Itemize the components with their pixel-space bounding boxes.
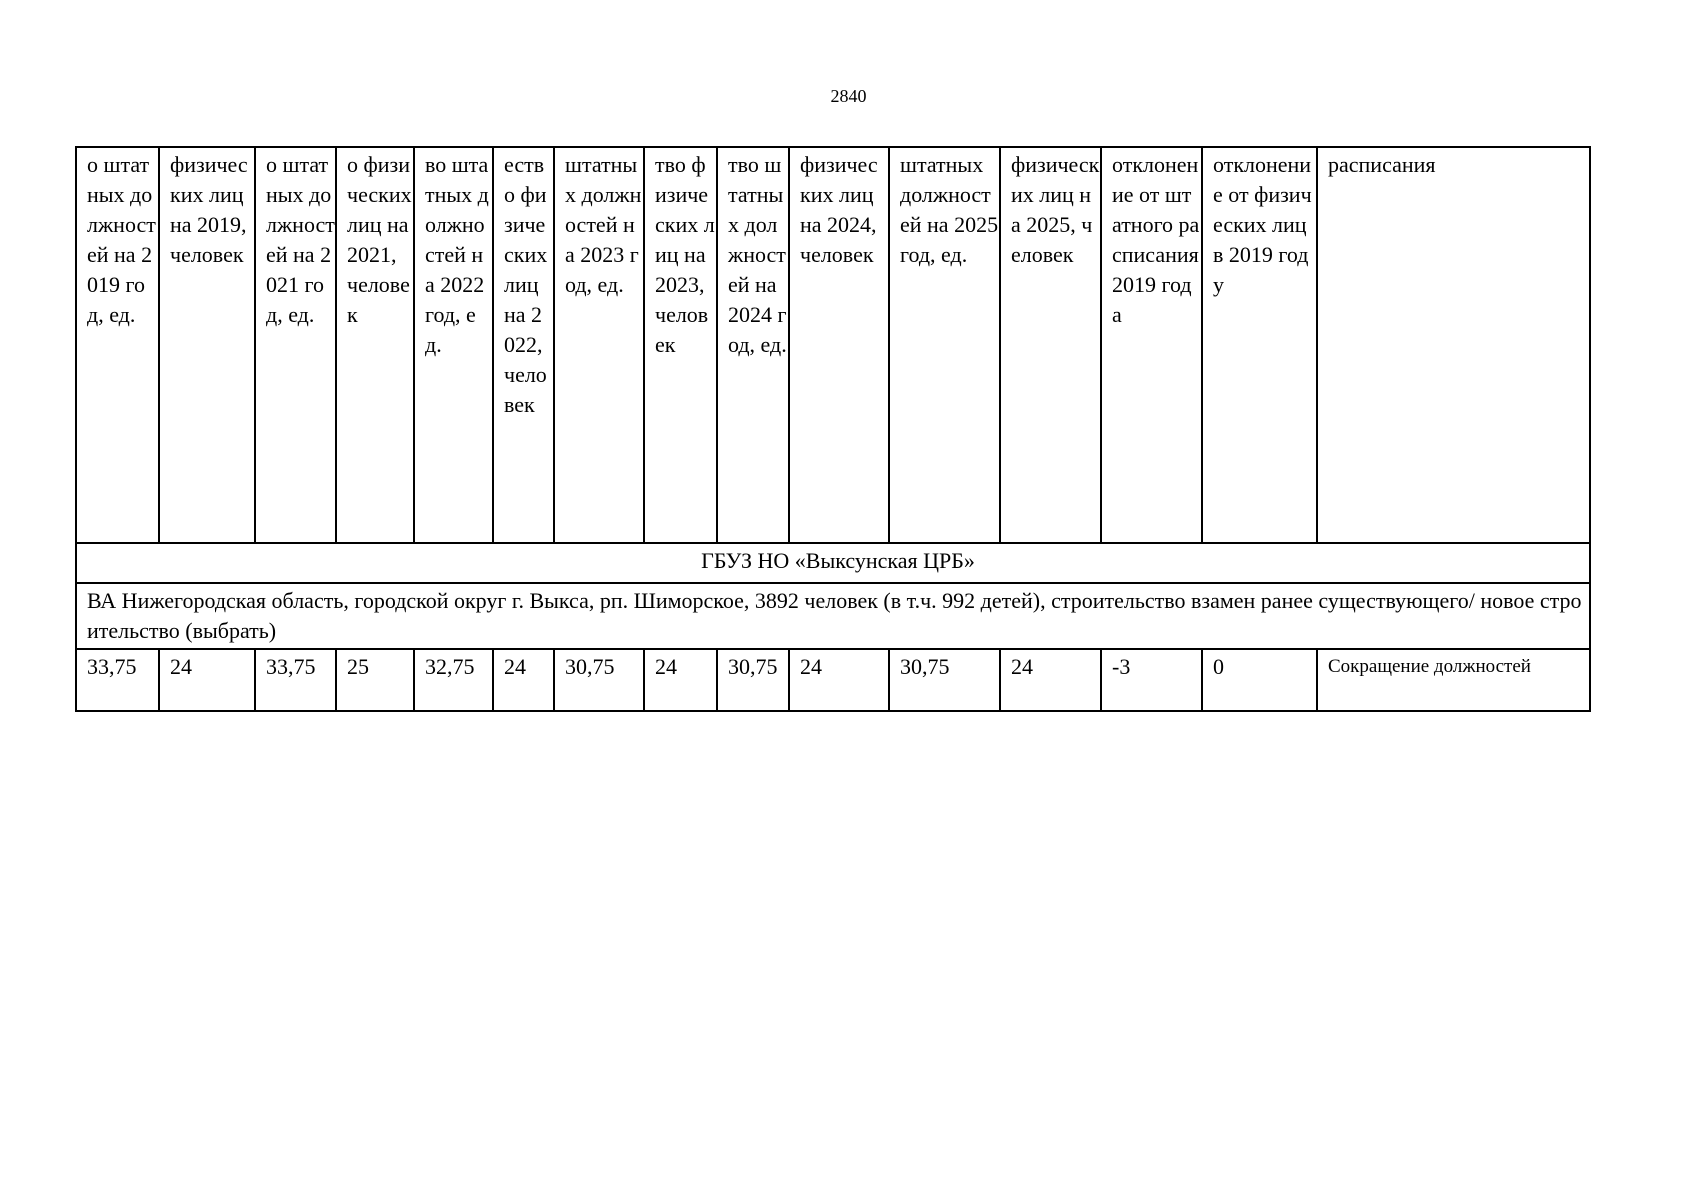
value-cell: 33,75 [76, 649, 159, 711]
value-cell: 25 [336, 649, 414, 711]
header-cell: отклонение от штатного расписания 2019 года [1101, 147, 1202, 543]
value-cell: 24 [644, 649, 717, 711]
header-cell: во штатных должностей на 2022 год, ед. [414, 147, 493, 543]
address-row [76, 583, 1590, 649]
facility-address: ВА Нижегородская область, городской округ г. Выкса, рп. Шиморское, 3892 человек (в т.ч. 992 детей), строительство взамен ранее существующего/ новое строительство (выбрать) [76, 583, 1590, 649]
value-cell: 24 [1000, 649, 1101, 711]
value-cell: 24 [789, 649, 889, 711]
organization-row [76, 543, 1590, 583]
value-cell: 30,75 [889, 649, 1000, 711]
note-cell: Сокращение должностей [1317, 649, 1590, 711]
staffing-table [75, 146, 1591, 712]
value-cell: 30,75 [717, 649, 789, 711]
header-cell: физических лиц на 2019, человек [159, 147, 255, 543]
header-cell: физических лиц на 2024, человек [789, 147, 889, 543]
header-row [76, 147, 1590, 543]
table-row [76, 649, 1590, 711]
header-cell: тво физических лиц на 2023, человек [644, 147, 717, 543]
header-cell: штатных должностей на 2025 год, ед. [889, 147, 1000, 543]
value-cell: 0 [1202, 649, 1317, 711]
value-cell: 24 [493, 649, 554, 711]
organization-name: ГБУЗ НО «Выксунская ЦРБ» [76, 543, 1590, 583]
header-cell: физических лиц на 2025, человек [1000, 147, 1101, 543]
header-cell: о штатных должностей на 2021 год, ед. [255, 147, 336, 543]
header-cell: расписания [1317, 147, 1590, 543]
header-cell: о физических лиц на 2021, человек [336, 147, 414, 543]
page-number: 2840 [830, 86, 867, 106]
value-cell: -3 [1101, 649, 1202, 711]
header-cell: о штатных должностей на 2019 год, ед. [76, 147, 159, 543]
header-cell: отклонение от физических лиц в 2019 году [1202, 147, 1317, 543]
value-cell: 30,75 [554, 649, 644, 711]
header-cell: штатных должностей на 2023 год, ед. [554, 147, 644, 543]
header-cell: тво штатных должностей на 2024 год, ед. [717, 147, 789, 543]
value-cell: 32,75 [414, 649, 493, 711]
value-cell: 33,75 [255, 649, 336, 711]
value-cell: 24 [159, 649, 255, 711]
header-cell: ество физических лиц на 2022, человек [493, 147, 554, 543]
